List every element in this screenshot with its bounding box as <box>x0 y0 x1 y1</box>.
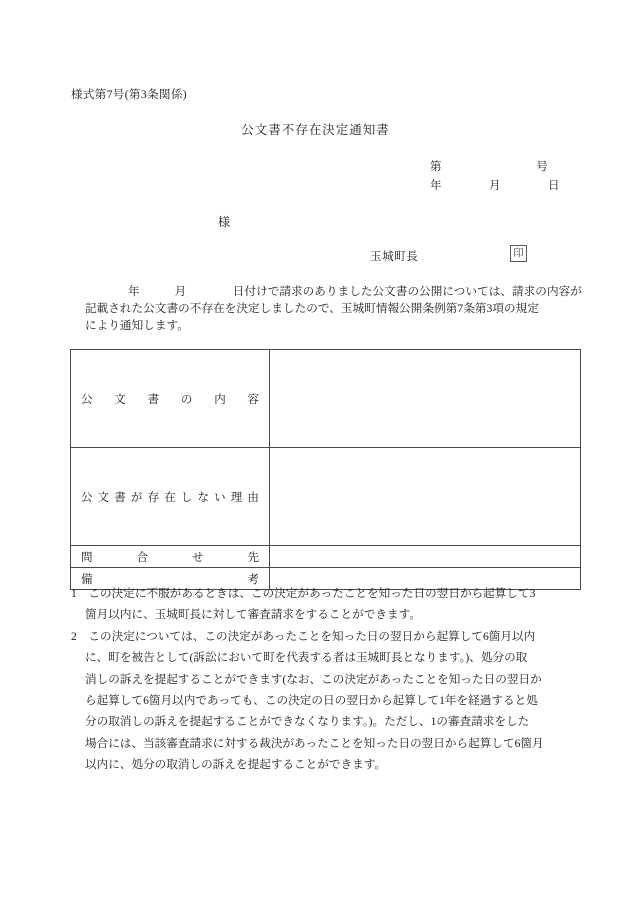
note-2-line-7: 以内に、処分の取消しの訴えを提起することができます。 <box>85 758 387 772</box>
row-label-nonexistence-reason <box>71 448 270 546</box>
row-value-document-content[interactable] <box>270 350 581 448</box>
note-2-line-2: に、町を被告として(訴訟において町を代表する者は玉城町長となります。)、処分の取 <box>85 651 528 665</box>
label-char: 文 <box>97 491 110 504</box>
label-char: 問 <box>81 551 93 564</box>
table-body <box>71 350 581 590</box>
reference-meta-block <box>430 158 560 196</box>
notification-table <box>70 349 581 590</box>
label-char: な <box>197 491 209 504</box>
label-char: が <box>130 491 143 504</box>
note-2-line-5: 分の取消しの訴えを提起することができなくなります。)。ただし、1の審査請求をした <box>85 715 530 729</box>
label-char: 理 <box>230 491 243 504</box>
label-char: 考 <box>247 573 259 586</box>
note-1-line-1: 1 この決定に不服があるときは、この決定があったことを知った日の翌日から起算して3 <box>71 587 536 600</box>
note-2-line-6: 場合には、当該審査請求に対する裁決があったことを知った日の翌日から起算して6箇月 <box>85 736 544 750</box>
label-text-spread <box>81 489 259 505</box>
label-char: 公 <box>81 393 93 406</box>
label-char: 備 <box>81 573 93 586</box>
label-char: 書 <box>114 491 126 504</box>
document-title: 公文書不存在決定通知書 <box>241 123 390 137</box>
body-line-1: 年 月 日付けで請求のありました公文書の公開については、請求の内容が <box>128 285 582 298</box>
table-row <box>71 546 581 568</box>
note-item-2 <box>71 626 563 776</box>
label-char: 存 <box>147 491 160 504</box>
row-label-document-content <box>71 350 270 448</box>
table-row <box>71 350 581 448</box>
label-char: 由 <box>247 491 259 504</box>
label-char: し <box>180 491 193 504</box>
row-label-contact <box>71 546 270 568</box>
reference-number-line: 第 号 <box>430 161 548 173</box>
label-char: せ <box>192 551 204 564</box>
label-char: 合 <box>136 551 148 564</box>
note-2-line-3: 消しの訴えを提起することができます(なお、この決定があったことを知った日の翌日か <box>85 672 542 686</box>
label-char: 先 <box>247 551 259 564</box>
label-text-spread <box>81 391 259 407</box>
seal-stamp-box: 印 <box>510 245 527 262</box>
form-number: 様式第7号(第3条関係) <box>71 89 187 101</box>
issuer-name: 玉城町長 <box>370 251 419 263</box>
label-char: 在 <box>164 491 176 504</box>
label-char: 容 <box>247 393 259 406</box>
row-value-contact[interactable] <box>270 546 581 568</box>
issuer-row <box>370 248 560 268</box>
label-char: 内 <box>214 393 226 406</box>
note-1-line-2: 箇月以内に、玉城町長に対して審査請求をすることができます。 <box>85 608 421 622</box>
label-char: の <box>180 393 193 406</box>
note-2-line-1: 2 この決定については、この決定があったことを知った日の翌日から起算して6箇月以内 <box>71 629 536 643</box>
table-row <box>71 448 581 546</box>
body-paragraph <box>71 283 582 334</box>
row-value-nonexistence-reason[interactable] <box>270 448 581 546</box>
label-char: 公 <box>81 491 93 504</box>
addressee-honorific: 様 <box>218 215 231 229</box>
body-line-3: により通知します。 <box>85 319 189 333</box>
legal-notes <box>71 583 563 776</box>
label-char: い <box>214 491 226 504</box>
body-line-2: 記載された公文書の不存在を決定しましたので、玉城町情報公開条例第7条第3項の規定 <box>85 302 539 316</box>
label-char: 文 <box>114 393 126 406</box>
note-2-line-4: ら起算して6箇月以内であっても、この決定の日の翌日から起算して1年を経過すると処 <box>85 694 538 708</box>
issue-date-line: 年 月 日 <box>430 180 560 192</box>
label-char: 書 <box>147 393 160 406</box>
note-item-1 <box>71 583 563 626</box>
label-text-spread <box>81 549 259 565</box>
